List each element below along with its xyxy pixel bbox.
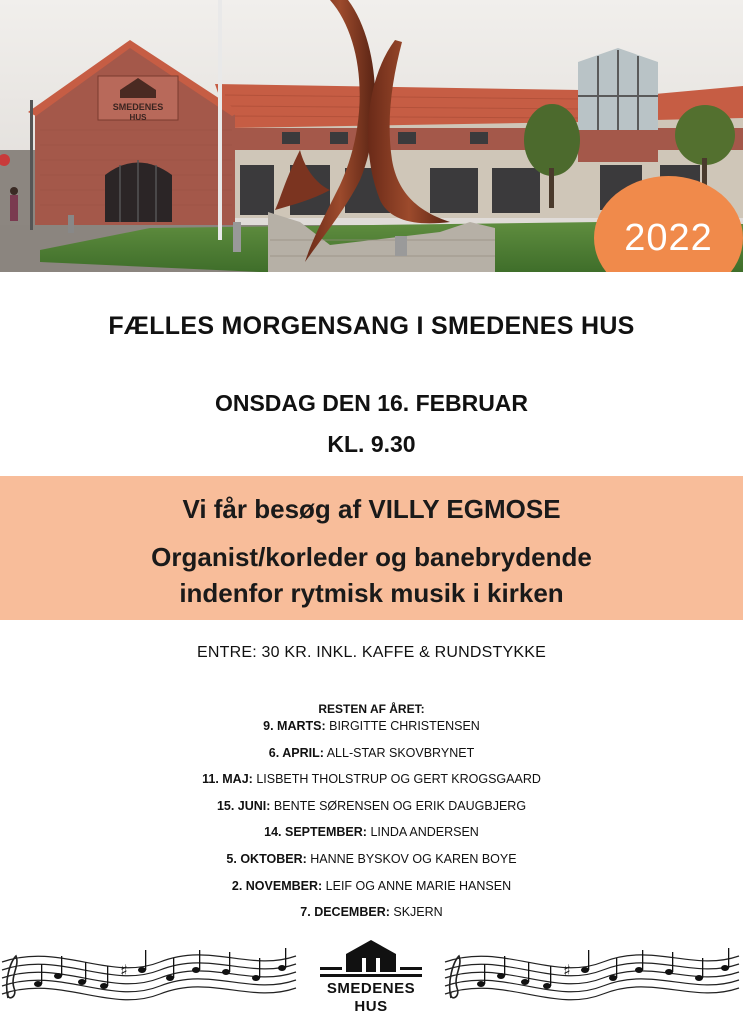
schedule-performer: ALL-STAR SKOVBRYNET	[326, 745, 475, 760]
music-staff-icon-right	[443, 942, 741, 1022]
schedule-date: 2. NOVEMBER:	[231, 878, 323, 893]
smedenes-hus-logo	[318, 936, 424, 1024]
schedule-date: 9. MARTS:	[263, 719, 326, 733]
schedule-item	[0, 743, 743, 770]
schedule-performer: LINDA ANDERSEN	[370, 825, 479, 840]
footer	[0, 936, 743, 1024]
logo-text-line2: HUS	[354, 998, 388, 1015]
building-sign-text: SMEDENES	[112, 102, 164, 112]
schedule-date: 7. DECEMBER:	[300, 905, 390, 920]
schedule-item	[0, 716, 743, 743]
schedule-date: 6. APRIL:	[268, 745, 324, 760]
schedule-item	[0, 849, 743, 876]
logo-text-line1: SMEDENES	[326, 980, 416, 997]
schedule-date: 11. MAJ:	[202, 772, 253, 787]
schedule-item	[0, 902, 743, 929]
schedule-performer: BIRGITTE CHRISTENSEN	[329, 719, 480, 733]
guest-description-line2: indenfor rytmisk musik i kirken	[179, 578, 564, 608]
entry-price: ENTRE: 30 KR. INKL. KAFFE & RUNDSTYKKE	[196, 644, 546, 661]
schedule-performer: LISBETH THOLSTRUP OG GERT KROGSGAARD	[256, 772, 541, 787]
svg-text:♯: ♯	[120, 961, 128, 980]
schedule-date: 15. JUNI:	[216, 798, 271, 813]
schedule-item	[0, 822, 743, 849]
schedule-item	[0, 769, 743, 796]
schedule-item	[0, 796, 743, 823]
building-sign-text-2: HUS	[129, 113, 147, 122]
schedule-item	[0, 876, 743, 903]
highlight-band	[0, 476, 743, 620]
house-logo-icon	[318, 936, 424, 980]
schedule-list	[0, 716, 743, 929]
music-staff-icon	[0, 942, 298, 1022]
schedule-date: 5. OKTOBER:	[226, 851, 307, 866]
guest-line: Vi får besøg af VILLY EGMOSE	[182, 494, 561, 524]
event-date: ONSDAG DEN 16. FEBRUAR	[214, 390, 529, 416]
year-badge: 2022	[594, 176, 743, 272]
schedule-performer: LEIF OG ANNE MARIE HANSEN	[325, 878, 512, 893]
schedule-performer: SKJERN	[393, 905, 443, 920]
hero-photo	[0, 0, 743, 272]
guest-description-line1: Organist/korleder og banebrydende	[151, 542, 592, 572]
event-time: KL. 9.30	[327, 431, 416, 457]
schedule-performer: BENTE SØRENSEN OG ERIK DAUGBJERG	[273, 798, 527, 813]
schedule-performer: HANNE BYSKOV OG KAREN BOYE	[310, 851, 517, 866]
schedule-date: 14. SEPTEMBER:	[264, 825, 367, 840]
event-title: FÆLLES MORGENSANG I SMEDENES HUS	[108, 312, 635, 340]
schedule-heading: RESTEN AF ÅRET:	[318, 702, 425, 716]
svg-text:♯: ♯	[563, 961, 571, 980]
